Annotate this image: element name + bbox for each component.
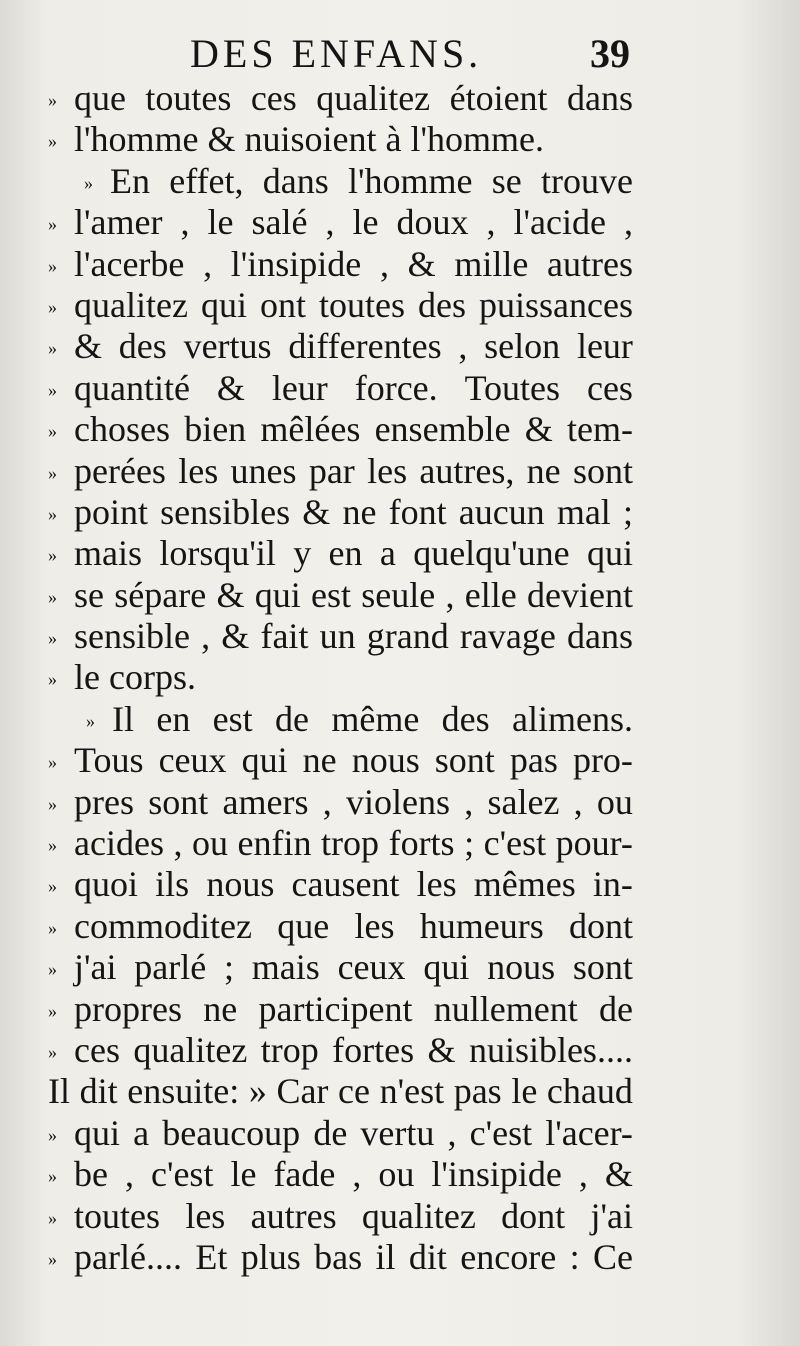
word: les (354, 905, 395, 946)
word: elle (464, 574, 517, 615)
word: plus (240, 1236, 301, 1277)
text-line (48, 202, 633, 243)
word: le (511, 1071, 538, 1112)
page-header (190, 30, 630, 80)
word: in- (592, 864, 633, 905)
word: participent (258, 988, 413, 1029)
word: les (185, 1195, 226, 1236)
word: corps. (108, 657, 196, 698)
word: qui (423, 947, 470, 988)
word: les (367, 450, 408, 491)
word: bas (314, 1236, 363, 1277)
guillemet-marker: » (48, 752, 57, 773)
word: dit (408, 1236, 447, 1277)
word: fortes (332, 1029, 415, 1070)
line-text (74, 409, 633, 450)
line-text (74, 575, 633, 616)
word: ils (155, 864, 190, 905)
line-text (74, 989, 633, 1030)
guillemet-marker: » (48, 214, 57, 235)
word: ce (338, 1071, 370, 1112)
word: , (623, 202, 633, 243)
word: un (319, 616, 356, 657)
guillemet-marker: » (48, 876, 57, 897)
word: commoditez (74, 905, 252, 946)
word: toutes (74, 1195, 160, 1236)
word: salez (487, 781, 560, 822)
word: autres (547, 243, 633, 284)
word: humeurs (419, 905, 544, 946)
word: puissances (478, 284, 633, 325)
word: toutes (145, 78, 232, 118)
word: fait (260, 616, 309, 657)
text-line (48, 119, 633, 160)
word: l'insipide (431, 1154, 562, 1195)
word: tem- (566, 409, 633, 450)
guillemet-marker: » (48, 1124, 57, 1145)
line-text (74, 202, 633, 243)
word: , (447, 1112, 457, 1153)
guillemet-marker: » (48, 586, 57, 607)
word: ; (464, 823, 475, 864)
word: Et (195, 1236, 228, 1277)
word: dans (566, 78, 633, 118)
word: c'est (483, 823, 547, 864)
guillemet-marker: » (48, 462, 57, 483)
word: parlé.... (74, 1236, 182, 1277)
word: Il (48, 1071, 70, 1112)
word: des (118, 326, 167, 367)
guillemet-marker: » (48, 669, 57, 690)
word: vertu (360, 1112, 435, 1153)
word: le (230, 1154, 257, 1195)
word: doux (396, 202, 469, 243)
guillemet-marker: » (48, 917, 57, 938)
word: pas (453, 1071, 502, 1112)
line-text (74, 1030, 633, 1071)
word: n'est (379, 1071, 445, 1112)
word: ne (342, 491, 377, 532)
guillemet-marker: » (48, 338, 57, 359)
guillemet-marker: » (84, 172, 93, 193)
running-title: DES ENFANS. (190, 31, 483, 76)
word: qui (200, 284, 247, 325)
word: ; (622, 491, 633, 532)
word: ou (378, 1154, 415, 1195)
text-line (48, 451, 633, 492)
word: trop (321, 823, 380, 864)
word: que (277, 905, 330, 946)
word: l'acer- (545, 1112, 633, 1153)
guillemet-marker: » (48, 379, 57, 400)
text-line (48, 285, 633, 326)
word: , (203, 243, 213, 284)
text-line (48, 533, 633, 574)
word: unes (230, 450, 297, 491)
text-line (48, 1237, 633, 1278)
guillemet-marker: » (48, 545, 57, 566)
word: pres (74, 781, 134, 822)
word: mêmes (473, 864, 576, 905)
word: nuisibles.... (468, 1029, 633, 1070)
word: ; (223, 947, 234, 988)
word: nous (351, 740, 420, 781)
word: trop (260, 1029, 319, 1070)
word: Car (276, 1071, 329, 1112)
text-line (48, 657, 633, 698)
word: & (216, 367, 245, 408)
word: ou (192, 823, 229, 864)
word: Tous (74, 740, 144, 781)
word: qui (74, 1112, 121, 1153)
word: c'est (469, 1112, 533, 1153)
word: , (578, 1154, 588, 1195)
word: est (311, 574, 352, 615)
word: choses (74, 409, 170, 450)
word: ensemble (374, 409, 511, 450)
word: ne (526, 450, 561, 491)
line-text (74, 119, 633, 160)
word: En (110, 160, 150, 201)
word: quoi (74, 864, 139, 905)
word: , (201, 616, 211, 657)
word: dit (79, 1071, 118, 1112)
word: ne (203, 988, 238, 1029)
word: quantité (74, 367, 190, 408)
word: & (221, 616, 250, 657)
word: Toutes (464, 367, 561, 408)
word: ceux (158, 740, 227, 781)
word: mêlées (260, 409, 361, 450)
word: l'acide (513, 202, 606, 243)
word: mal (556, 491, 611, 532)
word: alimens. (512, 698, 633, 739)
word: qui (586, 533, 633, 574)
word: même (331, 698, 420, 739)
text-line (48, 409, 633, 450)
word: à (385, 119, 402, 160)
word: , (379, 243, 389, 284)
text-line (48, 1071, 633, 1112)
text-line (48, 244, 633, 285)
word: , (325, 202, 335, 243)
word: qualitez (361, 1195, 476, 1236)
text-line (48, 575, 633, 616)
guillemet-marker: » (48, 255, 57, 276)
guillemet-marker: » (48, 421, 57, 442)
word: le (207, 202, 234, 243)
word: point (74, 491, 149, 532)
text-line (48, 492, 633, 533)
word: ont (259, 284, 306, 325)
word: Ce (592, 1236, 633, 1277)
guillemet-marker: » (48, 1248, 57, 1269)
text-line (48, 1154, 633, 1195)
guillemet-marker: » (48, 628, 57, 649)
text-line (48, 161, 633, 202)
guillemet-marker: » (48, 835, 57, 856)
word: & (427, 1029, 456, 1070)
word: l'homme (348, 160, 473, 201)
word: l'acerbe (74, 243, 185, 284)
word: encore (460, 1236, 557, 1277)
word: se (74, 574, 104, 615)
word: , (486, 202, 496, 243)
word: sont (572, 450, 633, 491)
line-text (74, 947, 633, 988)
text-line (48, 368, 633, 409)
word: ne (302, 740, 337, 781)
word: nuisoient (244, 119, 377, 160)
text-line (48, 947, 633, 988)
word: ensuite: (127, 1071, 240, 1112)
word: j'ai (590, 1195, 633, 1236)
word: nous (206, 864, 275, 905)
word: j'ai (74, 947, 117, 988)
line-text (74, 823, 633, 864)
word: des (441, 698, 490, 739)
word: sépare (114, 574, 207, 615)
line-text (48, 1071, 633, 1112)
word: , (124, 1154, 134, 1195)
word: amers (222, 781, 309, 822)
word: a (379, 533, 396, 574)
word: font (388, 491, 447, 532)
guillemet-marker: » (48, 90, 57, 110)
text-line (48, 1196, 633, 1237)
line-text (74, 1237, 633, 1278)
text-line (48, 326, 633, 367)
word: en (156, 698, 191, 739)
word: : (569, 1236, 580, 1277)
guillemet-marker: » (48, 1166, 57, 1187)
word: ces (250, 78, 297, 118)
word: nullement (433, 988, 578, 1029)
word: est (212, 698, 253, 739)
text-line (48, 782, 633, 823)
word: salé (251, 202, 308, 243)
word: de (598, 988, 633, 1029)
word: dans (566, 616, 633, 657)
guillemet-marker: » (48, 296, 57, 317)
word: grand (366, 616, 449, 657)
line-text (74, 740, 633, 781)
guillemet-marker: » (48, 793, 57, 814)
word: & (302, 491, 331, 532)
line-text (74, 326, 633, 367)
word: de (275, 698, 309, 739)
page-number: 39 (590, 31, 630, 76)
word: , (352, 1154, 362, 1195)
word: sont (148, 781, 209, 822)
word: dont (568, 905, 633, 946)
word: dont (501, 1195, 566, 1236)
line-text (74, 864, 633, 905)
line-text (74, 906, 633, 947)
word: de (313, 1112, 348, 1153)
body-text (48, 78, 633, 1278)
guillemet-marker: » (48, 1041, 57, 1062)
word: aucun (458, 491, 545, 532)
text-line (48, 864, 633, 905)
word: ravage (459, 616, 556, 657)
word: » (248, 1071, 267, 1112)
word: les (178, 450, 219, 491)
word: leur (271, 367, 328, 408)
word: & (604, 1154, 633, 1195)
word: , (445, 574, 455, 615)
word: le (74, 657, 100, 698)
line-text (74, 533, 633, 574)
line-text (74, 368, 633, 409)
word: , (322, 781, 332, 822)
word: devient (527, 574, 633, 615)
word: leur (576, 326, 633, 367)
word: & (216, 574, 245, 615)
line-text (74, 244, 633, 285)
word: seule (361, 574, 436, 615)
guillemet-marker: » (48, 1000, 57, 1021)
word: & (207, 119, 236, 160)
word: toutes (318, 284, 405, 325)
line-text (74, 657, 633, 698)
line-text (74, 1154, 633, 1195)
word: parlé (134, 947, 207, 988)
word: autres (250, 1195, 337, 1236)
text-line (48, 1113, 633, 1154)
word: il (375, 1236, 396, 1277)
word: bien (184, 409, 247, 450)
guillemet-marker: » (48, 503, 57, 524)
word: ces (586, 367, 633, 408)
word: étoient (449, 78, 548, 118)
word: be (74, 1154, 108, 1195)
word: selon (484, 326, 561, 367)
word: vertus (183, 326, 272, 367)
word: l'insipide (230, 243, 362, 284)
line-text (74, 78, 633, 119)
word: , (573, 781, 583, 822)
word: sont (434, 740, 495, 781)
word: force. (354, 367, 438, 408)
word: chaud (546, 1071, 633, 1112)
word: ces (74, 1029, 120, 1070)
line-text (74, 616, 633, 657)
word: nous (487, 947, 556, 988)
word: mais (74, 533, 142, 574)
line-text (112, 699, 633, 740)
word: trouve (541, 160, 633, 201)
word: , (464, 781, 474, 822)
word: & (524, 409, 553, 450)
line-text (74, 451, 633, 492)
line-text (74, 492, 633, 533)
word: sensible (74, 616, 190, 657)
text-line (48, 699, 633, 740)
word: ou (596, 781, 633, 822)
guillemet-marker: » (48, 131, 57, 152)
word: sont (572, 947, 633, 988)
word: fade (273, 1154, 336, 1195)
line-text (110, 161, 633, 202)
word: violens (345, 781, 450, 822)
word: mais (251, 947, 320, 988)
word: y (293, 533, 312, 574)
text-line (48, 989, 633, 1030)
word: perées (74, 450, 166, 491)
word: & (74, 326, 103, 367)
word: acides (74, 823, 164, 864)
word: dans (262, 160, 329, 201)
word: lorsqu'il (159, 533, 276, 574)
word: , (180, 202, 190, 243)
word: pas (509, 740, 558, 781)
word: propres (74, 988, 182, 1029)
word: forts (388, 823, 455, 864)
text-line (48, 823, 633, 864)
word: beaucoup (162, 1112, 301, 1153)
word: l'amer (74, 202, 163, 243)
word: c'est (150, 1154, 214, 1195)
word: les (416, 864, 457, 905)
word: des (417, 284, 466, 325)
word: par (308, 450, 355, 491)
guillemet-marker: » (48, 959, 57, 980)
word: sensibles (160, 491, 291, 532)
word: l'homme (74, 119, 199, 160)
word: , (458, 326, 468, 367)
word: causent (291, 864, 400, 905)
word: pro- (572, 740, 633, 781)
word: l'homme. (410, 119, 544, 160)
word: differentes (288, 326, 442, 367)
text-line (48, 906, 633, 947)
guillemet-marker: » (86, 710, 95, 731)
line-text (74, 1196, 633, 1237)
text-line (48, 78, 633, 119)
word: pour- (555, 823, 633, 864)
word: qualitez (74, 284, 188, 325)
word: enfin (237, 823, 312, 864)
word: en (328, 533, 363, 574)
word: quelqu'une (413, 533, 570, 574)
word: mille (454, 243, 529, 284)
line-text (74, 1113, 633, 1154)
word: autres, (419, 450, 515, 491)
word: se (491, 160, 522, 201)
line-text (74, 285, 633, 326)
word: Il (112, 698, 134, 739)
text-line (48, 740, 633, 781)
word: le (352, 202, 379, 243)
word: & (407, 243, 436, 284)
text-line (48, 616, 633, 657)
word: ceux (337, 947, 406, 988)
word: qui (254, 574, 301, 615)
word: effet, (169, 160, 244, 201)
word: qualitez (316, 78, 431, 118)
guillemet-marker: » (48, 1207, 57, 1228)
word: , (173, 823, 183, 864)
word: a (133, 1112, 150, 1153)
word: qui (241, 740, 288, 781)
word: que (74, 78, 126, 118)
line-text (74, 782, 633, 823)
word: qualitez (133, 1029, 248, 1070)
text-line (48, 1030, 633, 1071)
